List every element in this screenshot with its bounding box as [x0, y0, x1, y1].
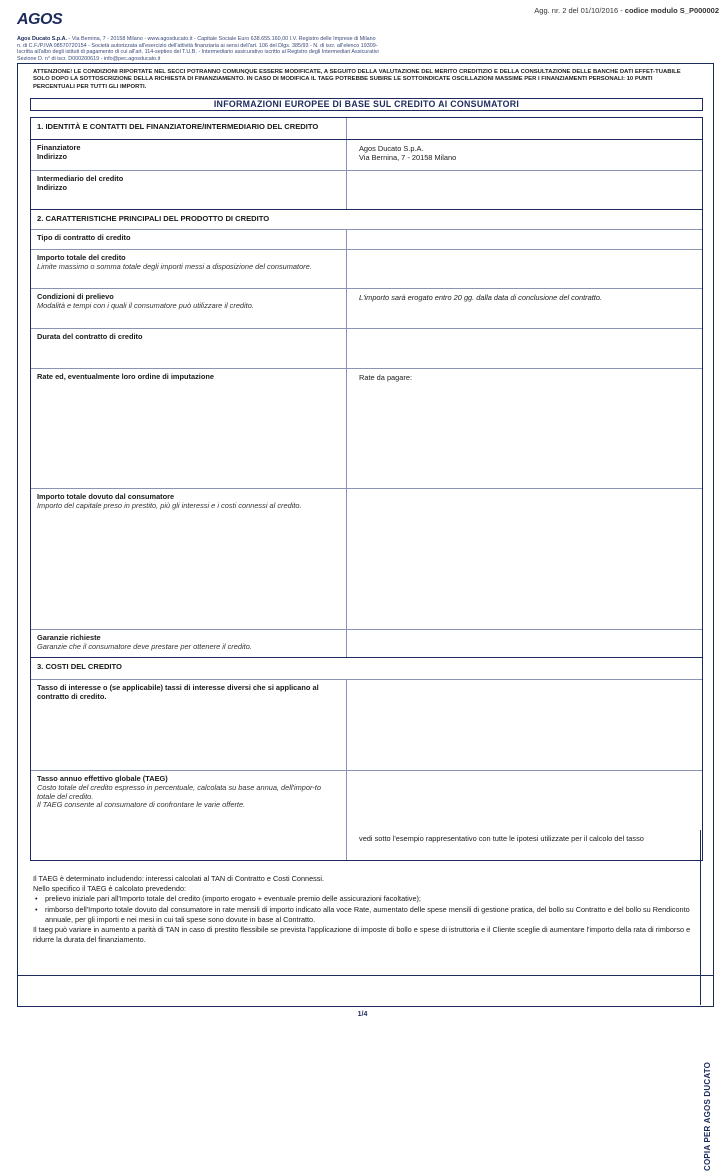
label-taeg: Tasso annuo effettivo globale (TAEG)	[37, 774, 168, 783]
table-row-intermediario	[31, 171, 702, 210]
value-cell-importo	[346, 250, 702, 288]
value-cell-finanziatore	[346, 140, 702, 170]
agos-logo: AGOS	[17, 11, 63, 28]
company-line-1	[17, 36, 437, 43]
page-title: INFORMAZIONI EUROPEE DI BASE SUL CREDITO AI CONSUMATORI	[30, 98, 703, 111]
copy-label-text: COPIA PER AGOS DUCATO	[703, 1061, 712, 1171]
value-finanziatore-address: Via Bernina, 7 - 20158 Milano	[359, 152, 457, 162]
table-row-prelievo	[31, 289, 702, 329]
taeg-note-list	[33, 894, 698, 925]
section-1-title: 1. IDENTITÀ E CONTATTI DEL FINANZIATORE/INTERMEDIARIO DEL CREDITO	[37, 122, 319, 131]
warning-notice: ATTENZIONE! LE CONDIZIONI RIPORTATE NEL SECCI POTRANNO COMUNQUE ESSERE MODIFICATE, A SEGUITO DELLA VALUTAZIONE DEL MERITO CREDITIZIO E DELLA CONSULTAZIONE DELLE BANCHE DATI EFFET-TUABILE SOLO DOPO LA SOTTOSCRIZIONE DELLA RICHIESTA DI FINANZIAMENTO. IN CASO DI MODIFICA IL TAEG POTREBBE SUBIRE LE SOTTOINDICATE OSCILLAZIONI MASSIME PER I FINANZIAMENTI PERSONALI: 10 PUNTI PERCENTUALI PER TUTTI GLI IMPORTI.	[33, 69, 681, 90]
label-importo: Importo totale del credito	[37, 253, 126, 262]
sub-garanzie: Garanzie che il consumatore deve prestare per ottenere il credito.	[37, 641, 252, 651]
label-intermediario: Intermediario del credito	[37, 174, 124, 183]
row-label	[37, 634, 337, 652]
label-dovuto: Importo totale dovuto dal consumatore	[37, 492, 175, 501]
list-item: • rimborso dell'Importo totale dovuto dal consumatore in rate mensili di importo indicato alla voce Rate, aumentato delle spese mensili di gestione pratica, del bollo su Contratto e del bollo su Rendiconto annuale, per gli importi e nei mesi in cui tali spese sono dovute in base al Contratto.	[33, 905, 698, 925]
sub-taeg-compare: Il TAEG consente al consumatore di confrontare le varie offerte.	[37, 800, 246, 810]
label-durata: Durata del contratto di credito	[37, 332, 143, 341]
row-label	[37, 493, 337, 511]
value-cell-tipo	[346, 230, 702, 249]
copy-side-label	[700, 830, 713, 1171]
value-rate: Rate da pagare:	[359, 373, 413, 382]
value-cell-tasso	[346, 680, 702, 770]
table-row-garanzie	[31, 630, 702, 658]
value-cell-prelievo	[346, 289, 702, 328]
row-label	[37, 373, 337, 382]
taeg-note-line-3: Il taeg può variare in aumento a parità di TAN in caso di prestito flessibile se prevista l'applicazione di imposte di bollo e spese di istruttoria e il Cliente sceglie di aumentare l'importo della rata di rimborso e ridurre la durata del finanziamento.	[33, 925, 691, 945]
company-address: - Via Bernina, 7 - 20158 Milano - www.agosducato.it - Capitale Sociale Euro 638.655.160,00 I.V. Registro delle Imprese di Milano	[67, 36, 376, 42]
sub-prelievo: Modalità e tempi con i quali il consumatore può utilizzare il credito.	[37, 300, 254, 310]
table-row-importo	[31, 250, 702, 289]
row-label	[37, 144, 337, 162]
label-prelievo: Condizioni di prelievo	[37, 292, 114, 301]
module-code: codice modulo S_P000002	[624, 6, 719, 15]
label-indirizzo: Indirizzo	[37, 151, 67, 161]
company-line-3: Iscritta all'albo degli istituti di pagamento di cui all'art. 114-septies del T.U.B. - Intermediario assicurativo iscritto al Registro degli Intermediari Assicurativi	[17, 49, 379, 56]
taeg-note-line-1: Il TAEG è determinato includendo: interessi calcolati al TAN di Contratto e Costi Connessi.	[33, 874, 325, 883]
company-line-4: Sezione D. n° di iscr. D000200619 - info@pec.agosducato.it	[17, 55, 161, 62]
row-label	[37, 175, 337, 193]
value-finanziatore	[359, 145, 696, 163]
row-label	[37, 234, 337, 243]
table-row-tipo	[31, 230, 702, 250]
table-row-tasso	[31, 680, 702, 771]
value-cell-dovuto	[346, 489, 702, 629]
table-row-finanziatore	[31, 140, 702, 171]
label-tipo: Tipo di contratto di credito	[37, 233, 131, 242]
sub-importo: Limite massimo o somma totale degli importi messi a disposizione del consumatore.	[37, 261, 312, 271]
sub-dovuto: Importo del capitale preso in prestito, più gli interessi e i costi connessi al credito.	[37, 500, 302, 510]
section-2-title: 2. CARATTERISTICHE PRINCIPALI DEL PRODOTTO DI CREDITO	[37, 214, 270, 223]
row-label	[37, 684, 337, 702]
row-label	[37, 293, 337, 311]
label-finanziatore: Finanziatore	[37, 143, 81, 152]
company-info	[17, 36, 437, 62]
value-cell-garanzie	[346, 630, 702, 657]
label-rate: Rate ed, eventualmente loro ordine di imputazione	[37, 372, 214, 381]
row-label	[37, 254, 337, 272]
company-name: Agos Ducato S.p.A.	[17, 36, 68, 42]
table-row-durata	[31, 329, 702, 369]
taeg-note-line-2: Nello specifico il TAEG è calcolato prevedendo:	[33, 884, 187, 894]
value-cell-intermediario	[346, 171, 702, 209]
section-2-header	[31, 210, 702, 230]
section-1-value-cell	[346, 118, 702, 139]
section-3-title: 3. COSTI DEL CREDITO	[37, 662, 122, 671]
value-finanziatore-name: Agos Ducato S.p.A.	[359, 144, 424, 153]
table-row-taeg	[31, 771, 702, 860]
list-item: • prelievo iniziale pari all'Importo totale del credito (importo erogato + eventuale premio delle assicurazioni facoltative);	[33, 894, 698, 904]
table-row-rate	[31, 369, 702, 489]
reference-prefix: Agg. nr. 2 del 01/10/2016 -	[534, 6, 625, 15]
divider	[18, 975, 713, 976]
value-prelievo: L'importo sarà erogato entro 20 gg. dalla data di conclusione del contratto.	[359, 293, 602, 302]
credit-info-table	[30, 117, 703, 861]
label-garanzie: Garanzie richieste	[37, 633, 101, 642]
section-1-header	[31, 118, 702, 140]
section-3-header	[31, 658, 702, 680]
sub-taeg: Costo totale del credito espresso in percentuale, calcolata su base annua, dell'impor-to totale del credito.	[37, 782, 321, 801]
value-cell-taeg	[346, 771, 702, 860]
value-cell-rate	[346, 369, 702, 488]
value-taeg: vedi sotto l'esempio rappresentativo con tutte le ipotesi utilizzate per il calcolo del tasso	[359, 834, 644, 844]
row-label	[37, 333, 337, 342]
page-number: 1/4	[357, 1011, 368, 1018]
label-tasso: Tasso di interesse o (se applicabile) tassi di interesse diversi che si applicano al contratto di credito.	[37, 683, 319, 701]
label-indirizzo-intermediario: Indirizzo	[37, 182, 67, 192]
taeg-explanation	[33, 874, 698, 945]
company-line-2: n. di C.F./P.IVA 08570720154 - Società autorizzata all'esercizio dell'attività finanziaria ai sensi dell'art. 106 del Dlgs. 385/93 - N. di iscr. all'elenco 19309-	[17, 42, 378, 49]
table-row-dovuto	[31, 489, 702, 630]
value-cell-durata	[346, 329, 702, 368]
row-label	[37, 775, 337, 810]
document-reference	[534, 6, 719, 15]
